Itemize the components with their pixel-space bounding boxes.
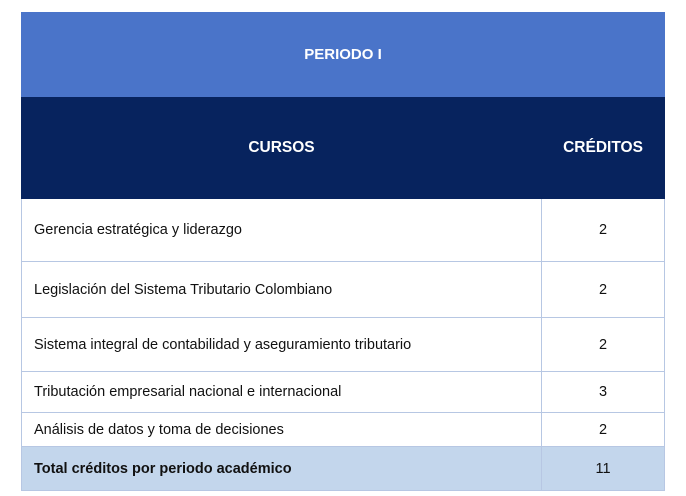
courses-column-header: CURSOS — [22, 97, 542, 199]
table-row — [22, 413, 665, 447]
table-row — [22, 318, 665, 372]
course-name: Legislación del Sistema Tributario Colombiano — [22, 262, 542, 318]
credits-column-header: CRÉDITOS — [542, 97, 665, 199]
curriculum-table-container — [21, 12, 664, 491]
curriculum-table — [21, 12, 665, 491]
period-title: PERIODO I — [22, 13, 665, 97]
table-row — [22, 372, 665, 413]
course-credits: 2 — [542, 318, 665, 372]
table-row — [22, 199, 665, 262]
table-row — [22, 262, 665, 318]
course-name: Tributación empresarial nacional e internacional — [22, 372, 542, 413]
course-credits: 3 — [542, 372, 665, 413]
total-label: Total créditos por periodo académico — [22, 447, 542, 491]
total-value: 11 — [542, 447, 665, 491]
course-name: Gerencia estratégica y liderazgo — [22, 199, 542, 262]
column-header-row — [22, 97, 665, 199]
course-name: Análisis de datos y toma de decisiones — [22, 413, 542, 447]
course-credits: 2 — [542, 262, 665, 318]
course-credits: 2 — [542, 413, 665, 447]
total-row — [22, 447, 665, 491]
period-header-row — [22, 13, 665, 97]
course-name: Sistema integral de contabilidad y aseguramiento tributario — [22, 318, 542, 372]
course-credits: 2 — [542, 199, 665, 262]
